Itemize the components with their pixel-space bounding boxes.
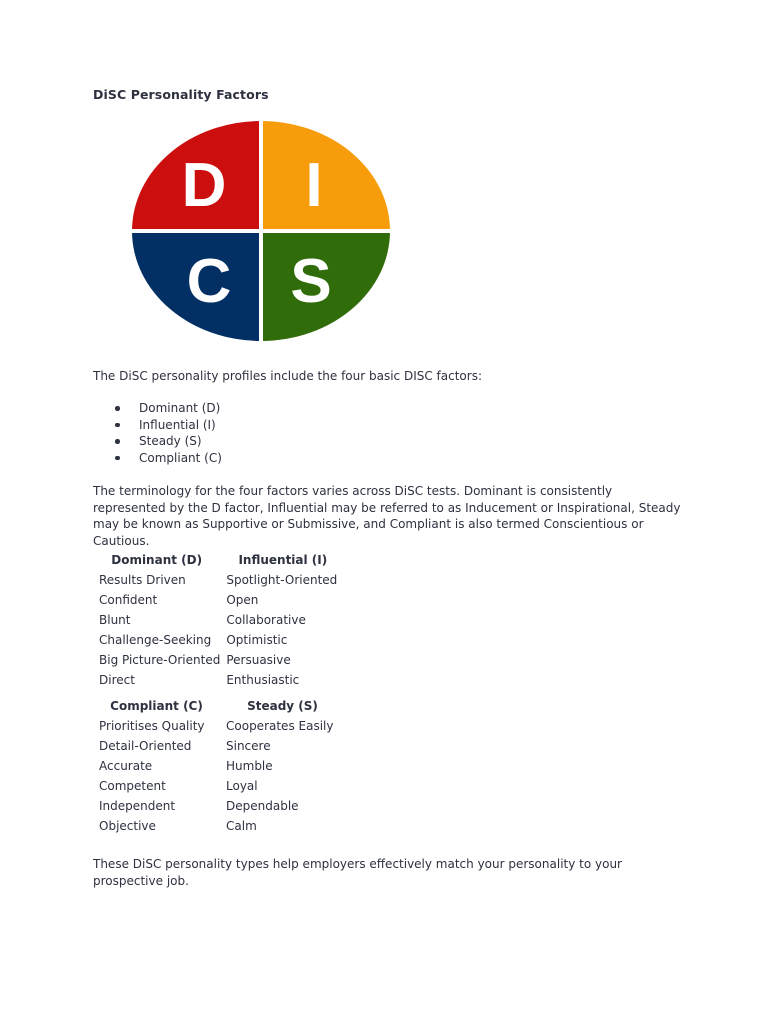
bullet-icon xyxy=(115,439,120,444)
table-cell: Dependable xyxy=(226,799,299,813)
table-cell: Open xyxy=(226,593,259,607)
column-header: Compliant (C) xyxy=(110,699,203,713)
table-row xyxy=(93,670,345,690)
table-cell: Confident xyxy=(99,593,158,607)
column-header: Dominant (D) xyxy=(111,553,203,567)
table-row xyxy=(93,776,345,796)
list-item-label: Dominant (D) xyxy=(139,401,221,415)
table-cell: Prioritises Quality xyxy=(99,719,205,733)
table-row xyxy=(93,756,345,776)
table-cell: Optimistic xyxy=(226,633,288,647)
table-cell: Spotlight-Oriented xyxy=(226,573,338,587)
traits-table-dominant-influential xyxy=(93,550,345,690)
terminology-paragraph: The terminology for the four factors varies across DiSC tests. Dominant is consistently represented by the D factor, Influential may be referred to as Inducement or Inspirational, Steady may be known as Supportive or Submissive, and Compliant is also termed Conscientious or Cautious. xyxy=(93,484,681,548)
intro-paragraph: The DiSC personality profiles include the four basic DISC factors: xyxy=(93,369,482,383)
disc-letter-d: D xyxy=(181,151,227,220)
table-cell: Objective xyxy=(99,819,156,833)
column-header: Influential (I) xyxy=(238,553,328,567)
table-cell: Collaborative xyxy=(226,613,306,627)
column-header: Steady (S) xyxy=(247,699,318,713)
table-cell: Detail-Oriented xyxy=(99,739,192,753)
table-row xyxy=(93,570,345,590)
list-item-label: Steady (S) xyxy=(139,434,202,448)
list-item xyxy=(93,400,222,417)
table-cell: Blunt xyxy=(99,613,131,627)
table-cell: Loyal xyxy=(226,779,258,793)
traits-table-compliant-steady xyxy=(93,696,345,836)
list-item-label: Compliant (C) xyxy=(139,450,222,465)
table-cell: Cooperates Easily xyxy=(226,719,334,733)
table-cell: Calm xyxy=(226,819,257,833)
disc-logo xyxy=(130,120,392,342)
table-row xyxy=(93,610,345,630)
bullet-icon xyxy=(115,406,120,411)
document-title: DiSC Personality Factors xyxy=(93,87,269,102)
table-cell: Accurate xyxy=(99,759,153,773)
factor-list xyxy=(93,400,222,466)
table-cell: Independent xyxy=(99,799,176,813)
disc-letter-s: S xyxy=(290,247,332,316)
table-cell: Humble xyxy=(226,759,273,773)
table-row xyxy=(93,796,345,816)
disc-quadrant-i xyxy=(263,120,392,229)
table-cell: Big Picture-Oriented xyxy=(99,653,221,667)
table-cell: Enthusiastic xyxy=(226,673,300,687)
bullet-icon xyxy=(115,456,120,461)
table-cell: Competent xyxy=(99,779,166,793)
list-item xyxy=(93,433,222,450)
list-item-label: Influential (I) xyxy=(139,417,216,432)
list-item xyxy=(93,450,222,467)
bullet-icon xyxy=(115,423,120,428)
disc-letter-i: I xyxy=(305,151,323,220)
table-row xyxy=(93,630,345,650)
table-row xyxy=(93,816,345,836)
table-row xyxy=(93,736,345,756)
table-row xyxy=(93,716,345,736)
table-cell: Results Driven xyxy=(99,573,186,587)
table-row xyxy=(93,590,345,610)
closing-paragraph: These DiSC personality types help employers effectively match your personality to your prospective job. xyxy=(93,857,622,888)
table-cell: Challenge-Seeking xyxy=(99,633,212,647)
table-row xyxy=(93,650,345,670)
table-cell: Sincere xyxy=(226,739,271,753)
table-cell: Direct xyxy=(99,673,135,687)
table-cell: Persuasive xyxy=(226,653,291,667)
list-item xyxy=(93,417,222,434)
disc-letter-c: C xyxy=(186,247,232,316)
